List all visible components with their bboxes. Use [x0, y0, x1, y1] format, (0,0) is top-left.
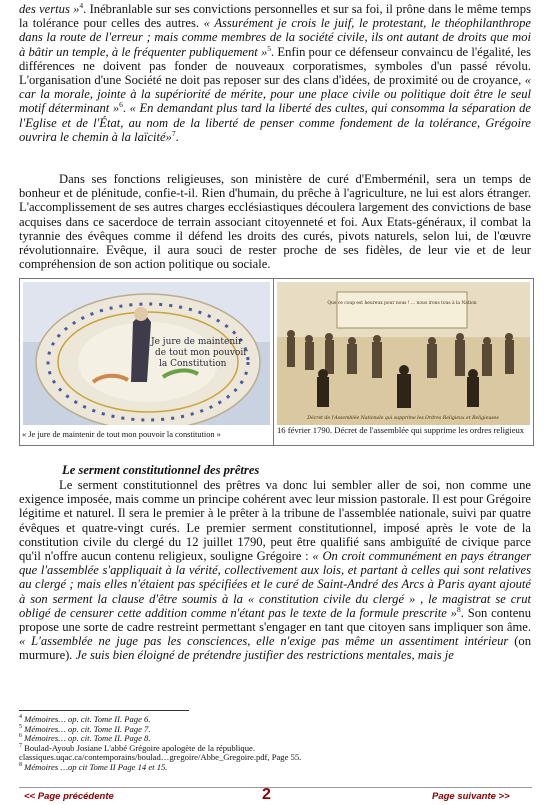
text: . Son contenu propose une sorte de cadre restreint permettant s'engager en tant que citoyen sans impliquer son âme. [19, 605, 531, 635]
quote: « L'assemblée ne juge pas les consciences, elle n'exige pas même un assentiment intérieur [19, 634, 515, 649]
plate-image [23, 282, 270, 425]
text: . Enfin pour ce défenseur convaincu de l'égalité, les différences ne doivent pas fonder de nouveaux corporatismes, symboles d'un passé révolu. L'organisation d'une Société ne doit pas reposer sur des clans d'idées, de proximité ou de croyance, [19, 44, 531, 88]
footnote: $^6$ Mémoires… op. cit. Tome II. Page 8. [19, 733, 151, 744]
body-text: Dans ses fonctions religieuses, son ministère de curé d'Emberménil, sera un temps de bonheur et de plénitude, confie-t-il. Rien d'humain, du prêche à l'agriculture, ne lui est alors étranger. L'accomplissement de ses autres charges ecclésiastiques découlera largement des convictions de base acquises dans ce sacerdoce de terrain associant citoyenneté et foi. Aux Etats-généraux, il combat la tyrannie des évêques comme il défend les droits des curés, pivots naturels, selon lui, de l'œuvre révolutionnaire. Evêque, il aura souci de rester proche de ses fidèles, de leur vie et de leur compréhension de son action politique ou sociale. [19, 172, 531, 272]
section-heading: Le serment constitutionnel des prêtres [62, 463, 260, 477]
figure-caption: « Je jure de maintenir de tout mon pouvoir la constitution » [22, 430, 221, 439]
footnote: $^4$ Mémoires… op. cit. Tome II. Page 6. [19, 714, 151, 724]
next-page-link[interactable]: Page suivante >> [432, 791, 510, 802]
quote-fragment: des vertus » [19, 2, 80, 16]
text: Le serment constitutionnel des prêtres va donc lui sembler aller de soi, non comme une exigence imposée, mais comme un principe cohérent avec leur mission pastorale. Il est pour Grégoire légitime et naturel. Il sera le premier à le prêter à la tribune de l'assemblée nationale, suivi par quatre évêques et quatre-vingt curés. Le premier serment constitutionnel, imposé après le vote de la constitution civile du clergé du 12 juillet 1790, peut être qualifié sans ambiguïté de civique parce qu'il n'offre aucun contenu religieux, souligne Grégoire : [19, 478, 531, 564]
plate-inscription: Je jure de maintenir [151, 337, 243, 347]
footnote-ref: 6 [119, 100, 123, 110]
engraving-image [277, 282, 530, 425]
quote: « On croit communément en pays étranger que l'assemblée s'appliquait à la vérité, collectivement aux lois, et partant à celles qui sont relatives au clergé ; mais elles n'étaient pas spécifiées et le curé de Saint-André des Arcs à Paris ayant ajouté à son serment la clause d'être soumis à la « constitution civile du clergé » , le magistrat se crut obligé de censurer cette addition comme n'étant pas le texte de la formule prescrite » [19, 549, 531, 620]
footnote-ref: 7 [171, 128, 176, 138]
footnote-ref: 4 [79, 0, 84, 10]
paragraph-1 [19, 2, 531, 144]
text: (on murmure) [19, 634, 531, 663]
plate-inscription: de tout mon pouvoir [155, 348, 248, 358]
text: . [175, 129, 179, 144]
engraving-sign: Que ce coup est heureux pour nous ! ... nous irons tous à la Nation [327, 301, 477, 306]
footnote-link[interactable]: classiques.uqac.ca/contemporains/boulad…gregoire/Abbe_Gregoire.pdf, Page 55. [19, 752, 302, 763]
plate-inscription: la Constitution [159, 359, 227, 369]
footnotes [19, 715, 531, 773]
figure-caption: 16 février 1790. Décret de l'assemblée qui supprime les ordres religieux [277, 425, 525, 435]
engraving-caption: Décret de l'Assemblée Nationale qui supprime les Ordres Religieux et Religieuses [307, 416, 499, 421]
quote: . Je suis bien éloigné de prétendre justifier des restrictions mentales, mais je [69, 648, 454, 663]
quote: « car la morale, jointe à la supériorité de mérite, pour une place civile ou politique doit être le seul motif déterminant » [19, 73, 531, 116]
footnote: $^8$ Mémoires …op cit Tome II Page 14 et 15. [19, 761, 168, 772]
figure-row [19, 278, 534, 446]
footnote-rule [19, 710, 189, 711]
page-number: 2 [262, 786, 271, 803]
footnote-ref: 8 [456, 604, 461, 614]
footer-divider [19, 787, 532, 788]
paragraph-2 [19, 172, 531, 271]
quote: « Assurément je crois le juif, le protestant, le théophilanthrope dans la route de l'erreur ; mais comme membres de la société civile, ils ont autant de droits que moi à bâtir un temple, à le fréquenter publiquement » [19, 16, 531, 59]
quote: « En demandant plus tard la liberté des cultes, qui consomma la séparation de l'Eglise et de l'État, au nom de la liberté de penser comme fondement de la tolérance, Grégoire ouvrira le chemin à la laïcité» [19, 101, 532, 144]
figure-plate [20, 279, 274, 445]
text: . [122, 101, 130, 116]
footnote: $^5$ Mémoires… op. cit. Tome II. Page 7. [19, 723, 151, 734]
figure-engraving [274, 279, 533, 445]
footnote: $^7$ Boulad-Ayoub Josiane L'abbé Grégoire apologète de la république. [19, 742, 255, 753]
text: . Inébranlable sur ses convictions personnelles et sur sa foi, il prône dans le même temps la tolérance pour celles des autres. [19, 2, 531, 31]
paragraph-3 [19, 478, 531, 663]
previous-page-link[interactable]: << Page précédente [24, 791, 114, 802]
footnote-ref: 5 [267, 43, 272, 53]
